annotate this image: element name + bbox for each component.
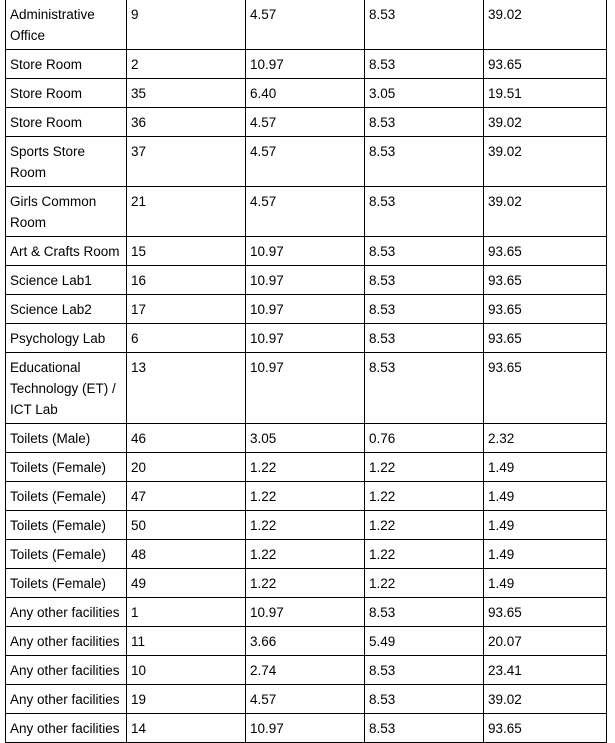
room-number-cell: 9 — [127, 0, 246, 50]
area-cell: 1.49 — [484, 569, 607, 598]
length-cell: 3.05 — [246, 424, 365, 453]
room-name-cell: Sports Store Room — [6, 137, 127, 187]
length-cell: 4.57 — [246, 137, 365, 187]
breadth-cell: 8.53 — [365, 656, 484, 685]
area-cell: 93.65 — [484, 598, 607, 627]
breadth-cell: 8.53 — [365, 714, 484, 743]
area-cell: 20.07 — [484, 627, 607, 656]
breadth-cell: 8.53 — [365, 353, 484, 424]
length-cell: 2.74 — [246, 656, 365, 685]
room-name-cell: Science Lab2 — [6, 295, 127, 324]
table-row — [6, 237, 607, 266]
length-cell: 10.97 — [246, 598, 365, 627]
table-row — [6, 685, 607, 714]
breadth-cell: 0.76 — [365, 424, 484, 453]
area-cell: 39.02 — [484, 187, 607, 237]
room-name-cell: Any other facilities — [6, 627, 127, 656]
breadth-cell: 8.53 — [365, 685, 484, 714]
table-row — [6, 108, 607, 137]
table-row — [6, 79, 607, 108]
table-row — [6, 656, 607, 685]
area-cell: 23.41 — [484, 656, 607, 685]
room-number-cell: 13 — [127, 353, 246, 424]
table-row — [6, 598, 607, 627]
room-name-cell: Toilets (Female) — [6, 511, 127, 540]
breadth-cell: 1.22 — [365, 569, 484, 598]
length-cell: 3.66 — [246, 627, 365, 656]
table-row — [6, 627, 607, 656]
area-cell: 93.65 — [484, 714, 607, 743]
room-number-cell: 48 — [127, 540, 246, 569]
room-number-cell: 20 — [127, 453, 246, 482]
area-cell: 1.49 — [484, 453, 607, 482]
breadth-cell: 8.53 — [365, 266, 484, 295]
table-row — [6, 511, 607, 540]
room-number-cell: 1 — [127, 598, 246, 627]
table-row — [6, 0, 607, 50]
table-row — [6, 569, 607, 598]
length-cell: 4.57 — [246, 187, 365, 237]
room-number-cell: 36 — [127, 108, 246, 137]
room-name-cell: Art & Crafts Room — [6, 237, 127, 266]
room-name-cell: Toilets (Female) — [6, 569, 127, 598]
breadth-cell: 8.53 — [365, 295, 484, 324]
area-cell: 93.65 — [484, 266, 607, 295]
room-number-cell: 19 — [127, 685, 246, 714]
breadth-cell: 8.53 — [365, 187, 484, 237]
length-cell: 10.97 — [246, 324, 365, 353]
room-number-cell: 14 — [127, 714, 246, 743]
room-number-cell: 16 — [127, 266, 246, 295]
length-cell: 1.22 — [246, 540, 365, 569]
length-cell: 4.57 — [246, 108, 365, 137]
area-cell: 39.02 — [484, 108, 607, 137]
table-row — [6, 295, 607, 324]
length-cell: 10.97 — [246, 237, 365, 266]
length-cell: 4.57 — [246, 685, 365, 714]
room-name-cell: Toilets (Female) — [6, 453, 127, 482]
length-cell: 1.22 — [246, 511, 365, 540]
breadth-cell: 8.53 — [365, 137, 484, 187]
breadth-cell: 3.05 — [365, 79, 484, 108]
room-number-cell: 49 — [127, 569, 246, 598]
breadth-cell: 8.53 — [365, 0, 484, 50]
length-cell: 10.97 — [246, 266, 365, 295]
room-name-cell: Administrative Office — [6, 0, 127, 50]
table-row — [6, 482, 607, 511]
area-cell: 1.49 — [484, 511, 607, 540]
room-number-cell: 15 — [127, 237, 246, 266]
table-row — [6, 324, 607, 353]
breadth-cell: 1.22 — [365, 482, 484, 511]
area-cell: 93.65 — [484, 50, 607, 79]
breadth-cell: 8.53 — [365, 324, 484, 353]
area-cell: 2.32 — [484, 424, 607, 453]
room-name-cell: Any other facilities — [6, 598, 127, 627]
room-name-cell: Girls Common Room — [6, 187, 127, 237]
breadth-cell: 5.49 — [365, 627, 484, 656]
length-cell: 1.22 — [246, 569, 365, 598]
area-cell: 93.65 — [484, 324, 607, 353]
room-name-cell: Toilets (Female) — [6, 482, 127, 511]
room-number-cell: 35 — [127, 79, 246, 108]
room-name-cell: Any other facilities — [6, 656, 127, 685]
length-cell: 4.57 — [246, 0, 365, 50]
breadth-cell: 8.53 — [365, 50, 484, 79]
length-cell: 10.97 — [246, 714, 365, 743]
table-row — [6, 187, 607, 237]
room-name-cell: Educational Technology (ET) / ICT Lab — [6, 353, 127, 424]
table-row — [6, 453, 607, 482]
room-name-cell: Store Room — [6, 108, 127, 137]
length-cell: 1.22 — [246, 482, 365, 511]
facilities-table-body — [6, 0, 607, 743]
area-cell: 39.02 — [484, 137, 607, 187]
area-cell: 39.02 — [484, 685, 607, 714]
room-number-cell: 10 — [127, 656, 246, 685]
room-name-cell: Store Room — [6, 79, 127, 108]
table-row — [6, 353, 607, 424]
breadth-cell: 1.22 — [365, 540, 484, 569]
breadth-cell: 1.22 — [365, 453, 484, 482]
room-name-cell: Psychology Lab — [6, 324, 127, 353]
room-name-cell: Any other facilities — [6, 685, 127, 714]
table-row — [6, 266, 607, 295]
room-name-cell: Toilets (Male) — [6, 424, 127, 453]
room-number-cell: 21 — [127, 187, 246, 237]
area-cell: 93.65 — [484, 237, 607, 266]
breadth-cell: 8.53 — [365, 108, 484, 137]
length-cell: 6.40 — [246, 79, 365, 108]
room-number-cell: 17 — [127, 295, 246, 324]
breadth-cell: 8.53 — [365, 237, 484, 266]
area-cell: 19.51 — [484, 79, 607, 108]
length-cell: 1.22 — [246, 453, 365, 482]
length-cell: 10.97 — [246, 50, 365, 79]
breadth-cell: 8.53 — [365, 598, 484, 627]
table-row — [6, 50, 607, 79]
length-cell: 10.97 — [246, 295, 365, 324]
area-cell: 93.65 — [484, 295, 607, 324]
length-cell: 10.97 — [246, 353, 365, 424]
breadth-cell: 1.22 — [365, 511, 484, 540]
room-number-cell: 46 — [127, 424, 246, 453]
table-row — [6, 424, 607, 453]
room-number-cell: 11 — [127, 627, 246, 656]
table-row — [6, 714, 607, 743]
room-number-cell: 37 — [127, 137, 246, 187]
room-number-cell: 2 — [127, 50, 246, 79]
room-name-cell: Toilets (Female) — [6, 540, 127, 569]
facilities-table — [5, 0, 607, 743]
room-number-cell: 6 — [127, 324, 246, 353]
room-name-cell: Store Room — [6, 50, 127, 79]
table-row — [6, 540, 607, 569]
area-cell: 1.49 — [484, 540, 607, 569]
room-number-cell: 47 — [127, 482, 246, 511]
room-number-cell: 50 — [127, 511, 246, 540]
room-name-cell: Any other facilities — [6, 714, 127, 743]
area-cell: 39.02 — [484, 0, 607, 50]
room-name-cell: Science Lab1 — [6, 266, 127, 295]
area-cell: 1.49 — [484, 482, 607, 511]
table-row — [6, 137, 607, 187]
area-cell: 93.65 — [484, 353, 607, 424]
